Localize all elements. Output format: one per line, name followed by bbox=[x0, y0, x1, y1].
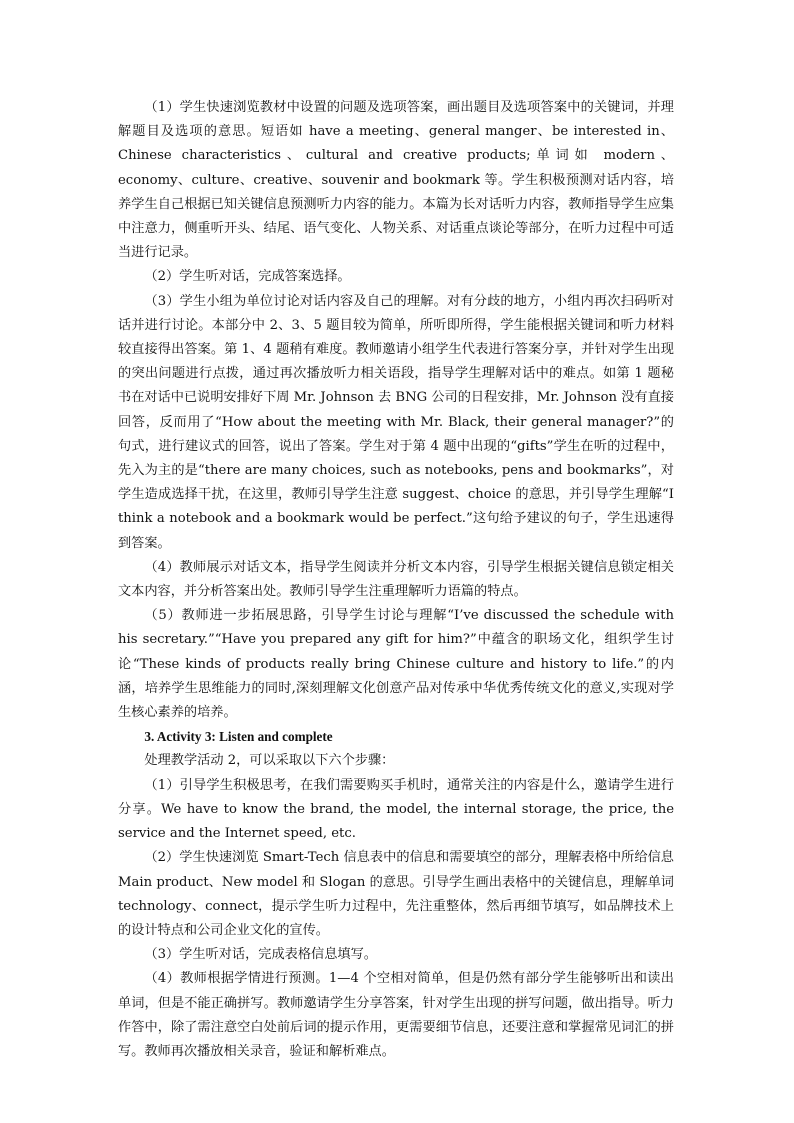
step-3: （3）学生听对话，完成表格信息填写。 bbox=[144, 947, 377, 963]
paragraph-3: （3）学生小组为单位讨论对话内容及自己的理解。对有分歧的地方，小组内再次扫码听对话并进行讨论。本部分中 2、3、5 题目较为简单，所听即所得，学生能根据关键词和听力材料较直接得出答案。第 1、4 题稍有难度。教师邀请小组学生代表进行答案分享，并针对学生出现的突出问题进行点拨，通过再次播放听力相关语段，指导学生理解对话中的难点。如第 1 题秘书在对话中已说明安排好下周 Mr. Johnson 去 BNG 公司的日程安排，Mr. Johnson 没有直接回答，反而用了“How about the meeting with Mr. Black, their general manager?”的句式，进行建议式的回答，说出了答案。学生对于第 4 题中出现的“gifts”学生在听的过程中，先入为主的是“there are many choices, such as notebooks, pens and bookmarks”，对学生造成选择干扰，在这里，教师引导学生注意 suggest、choice 的意思，并引导学生理解“I think a notebook and a bookmark would be perfect.”这句给予建议的句子，学生迅速得到答案。 bbox=[118, 293, 674, 551]
section-heading: 3. Activity 3: Listen and complete bbox=[144, 729, 333, 745]
document-body bbox=[118, 96, 674, 1064]
step-2: （2）学生快速浏览 Smart-Tech 信息表中的信息和需要填空的部分，理解表格中所给信息 Main product、New model 和 Slogan 的意思。引导学生画出表格中的关键信息，理解单词 technology、connect，提示学生听力过程中，先注重整体，然后再细节填写，如品牌技术上的设计特点和公司企业文化的宣传。 bbox=[118, 850, 674, 938]
section-intro: 处理教学活动 2，可以采取以下六个步骤： bbox=[144, 753, 395, 769]
paragraph-5: （5）教师进一步拓展思路，引导学生讨论与理解“I’ve discussed the schedule with his secretary.”“Have you prepared any gift for him?”中蕴含的职场文化，组织学生讨论“These kinds of products really bring Chinese culture and history to life.”的内涵，培养学生思维能力的同时,深刻理解文化创意产品对传承中华优秀传统文化的意义,实现对学生核心素养的培养。 bbox=[118, 608, 674, 721]
paragraph-4: （4）教师展示对话文本，指导学生阅读并分析文本内容，引导学生根据关键信息锁定相关文本内容，并分析答案出处。教师引导学生注重理解听力语篇的特点。 bbox=[118, 559, 674, 600]
step-1: （1）引导学生积极思考，在我们需要购买手机时，通常关注的内容是什么，邀请学生进行分享。We have to know the brand, the model, the internal storage, the price, the service and the Internet speed, etc. bbox=[118, 777, 674, 842]
paragraph-2: （2）学生听对话，完成答案选择。 bbox=[144, 269, 351, 285]
paragraph-1: （1）学生快速浏览教材中设置的问题及选项答案，画出题目及选项答案中的关键词，并理解题目及选项的意思。短语如 have a meeting、general manger、be interested in、Chinese characteristics、cultural and creative products;单词如 modern、economy、culture、creative、souvenir and bookmark 等。学生积极预测对话内容，培养学生自己根据已知关键信息预测听力内容的能力。本篇为长对话听力内容，教师指导学生应集中注意力，侧重听开头、结尾、语气变化、人物关系、对话重点谈论等部分，在听力过程中可适当进行记录。 bbox=[118, 100, 674, 261]
step-4: （4）教师根据学情进行预测。1—4 个空相对简单，但是仍然有部分学生能够听出和读出单词，但是不能正确拼写。教师邀请学生分享答案，针对学生出现的拼写问题，做出指导。听力作答中，除了需注意空白处前后词的提示作用，更需要细节信息，还要注意和掌握常见词汇的拼写。教师再次播放相关录音，验证和解析难点。 bbox=[118, 971, 674, 1059]
